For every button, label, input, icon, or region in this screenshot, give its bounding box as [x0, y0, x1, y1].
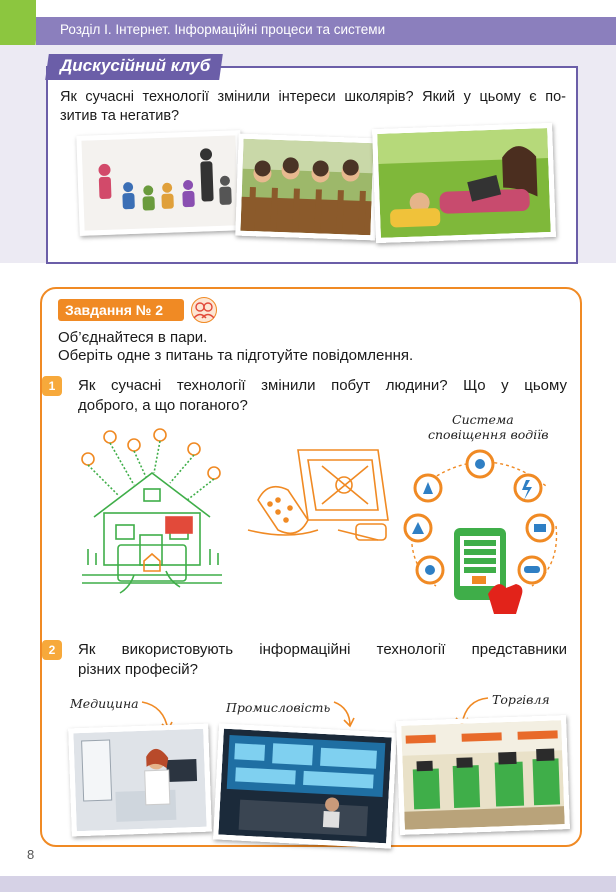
driver-system-label-line2: сповіщення водіїв [428, 427, 549, 442]
profession-label-trade: Торгівля [492, 692, 550, 707]
chapter-title: Розділ І. Інтернет. Інформаційні процеси та системи [60, 22, 386, 37]
item-question-1-line2: доброго, а що поганого? [78, 397, 248, 414]
item-number-2: 2 [42, 640, 62, 660]
photo-kids-on-phones [235, 134, 378, 241]
driver-system-label-line1: Система [452, 412, 514, 427]
club-question-line1: Як сучасні технології змінили інтереси школярів? Який у цьому є по- [60, 89, 566, 105]
item-number-1: 1 [42, 376, 62, 396]
profession-label-industry: Промисловість [226, 700, 331, 715]
smart-home-illustration [74, 425, 230, 605]
item-question-2 [78, 640, 567, 680]
club-question [60, 88, 566, 126]
page-number: 8 [27, 847, 35, 862]
club-question-line2: зитив та негатив? [60, 108, 180, 124]
photo-trade [396, 715, 570, 835]
task-instruction-1: Об’єднайтеся в пари. [58, 329, 208, 346]
item-question-1-line1: Як сучасні технології змінили побут людини? Що у цьому [78, 377, 567, 394]
household-devices-illustration [238, 440, 396, 550]
item-question-2-line2: різних професій? [78, 661, 198, 678]
photo-medicine [68, 724, 212, 837]
driver-notification-illustration [400, 446, 568, 622]
photo-industry [213, 723, 397, 848]
item-question-1 [78, 376, 567, 416]
photo-girl-with-tablet [372, 123, 556, 243]
task-instruction-2: Оберіть одне з питань та підготуйте повідомлення. [58, 347, 414, 364]
item-question-2-line1: Як використовують інформаційні технології представники [78, 641, 567, 658]
club-tag-label: Дискусійний клуб [60, 56, 211, 75]
footer-band [0, 876, 616, 892]
photo-kids-with-devices [76, 130, 243, 236]
profession-label-medicine: Медицина [70, 696, 139, 711]
task-tag-label: Завдання № 2 [65, 302, 164, 318]
pair-work-icon [190, 297, 218, 323]
